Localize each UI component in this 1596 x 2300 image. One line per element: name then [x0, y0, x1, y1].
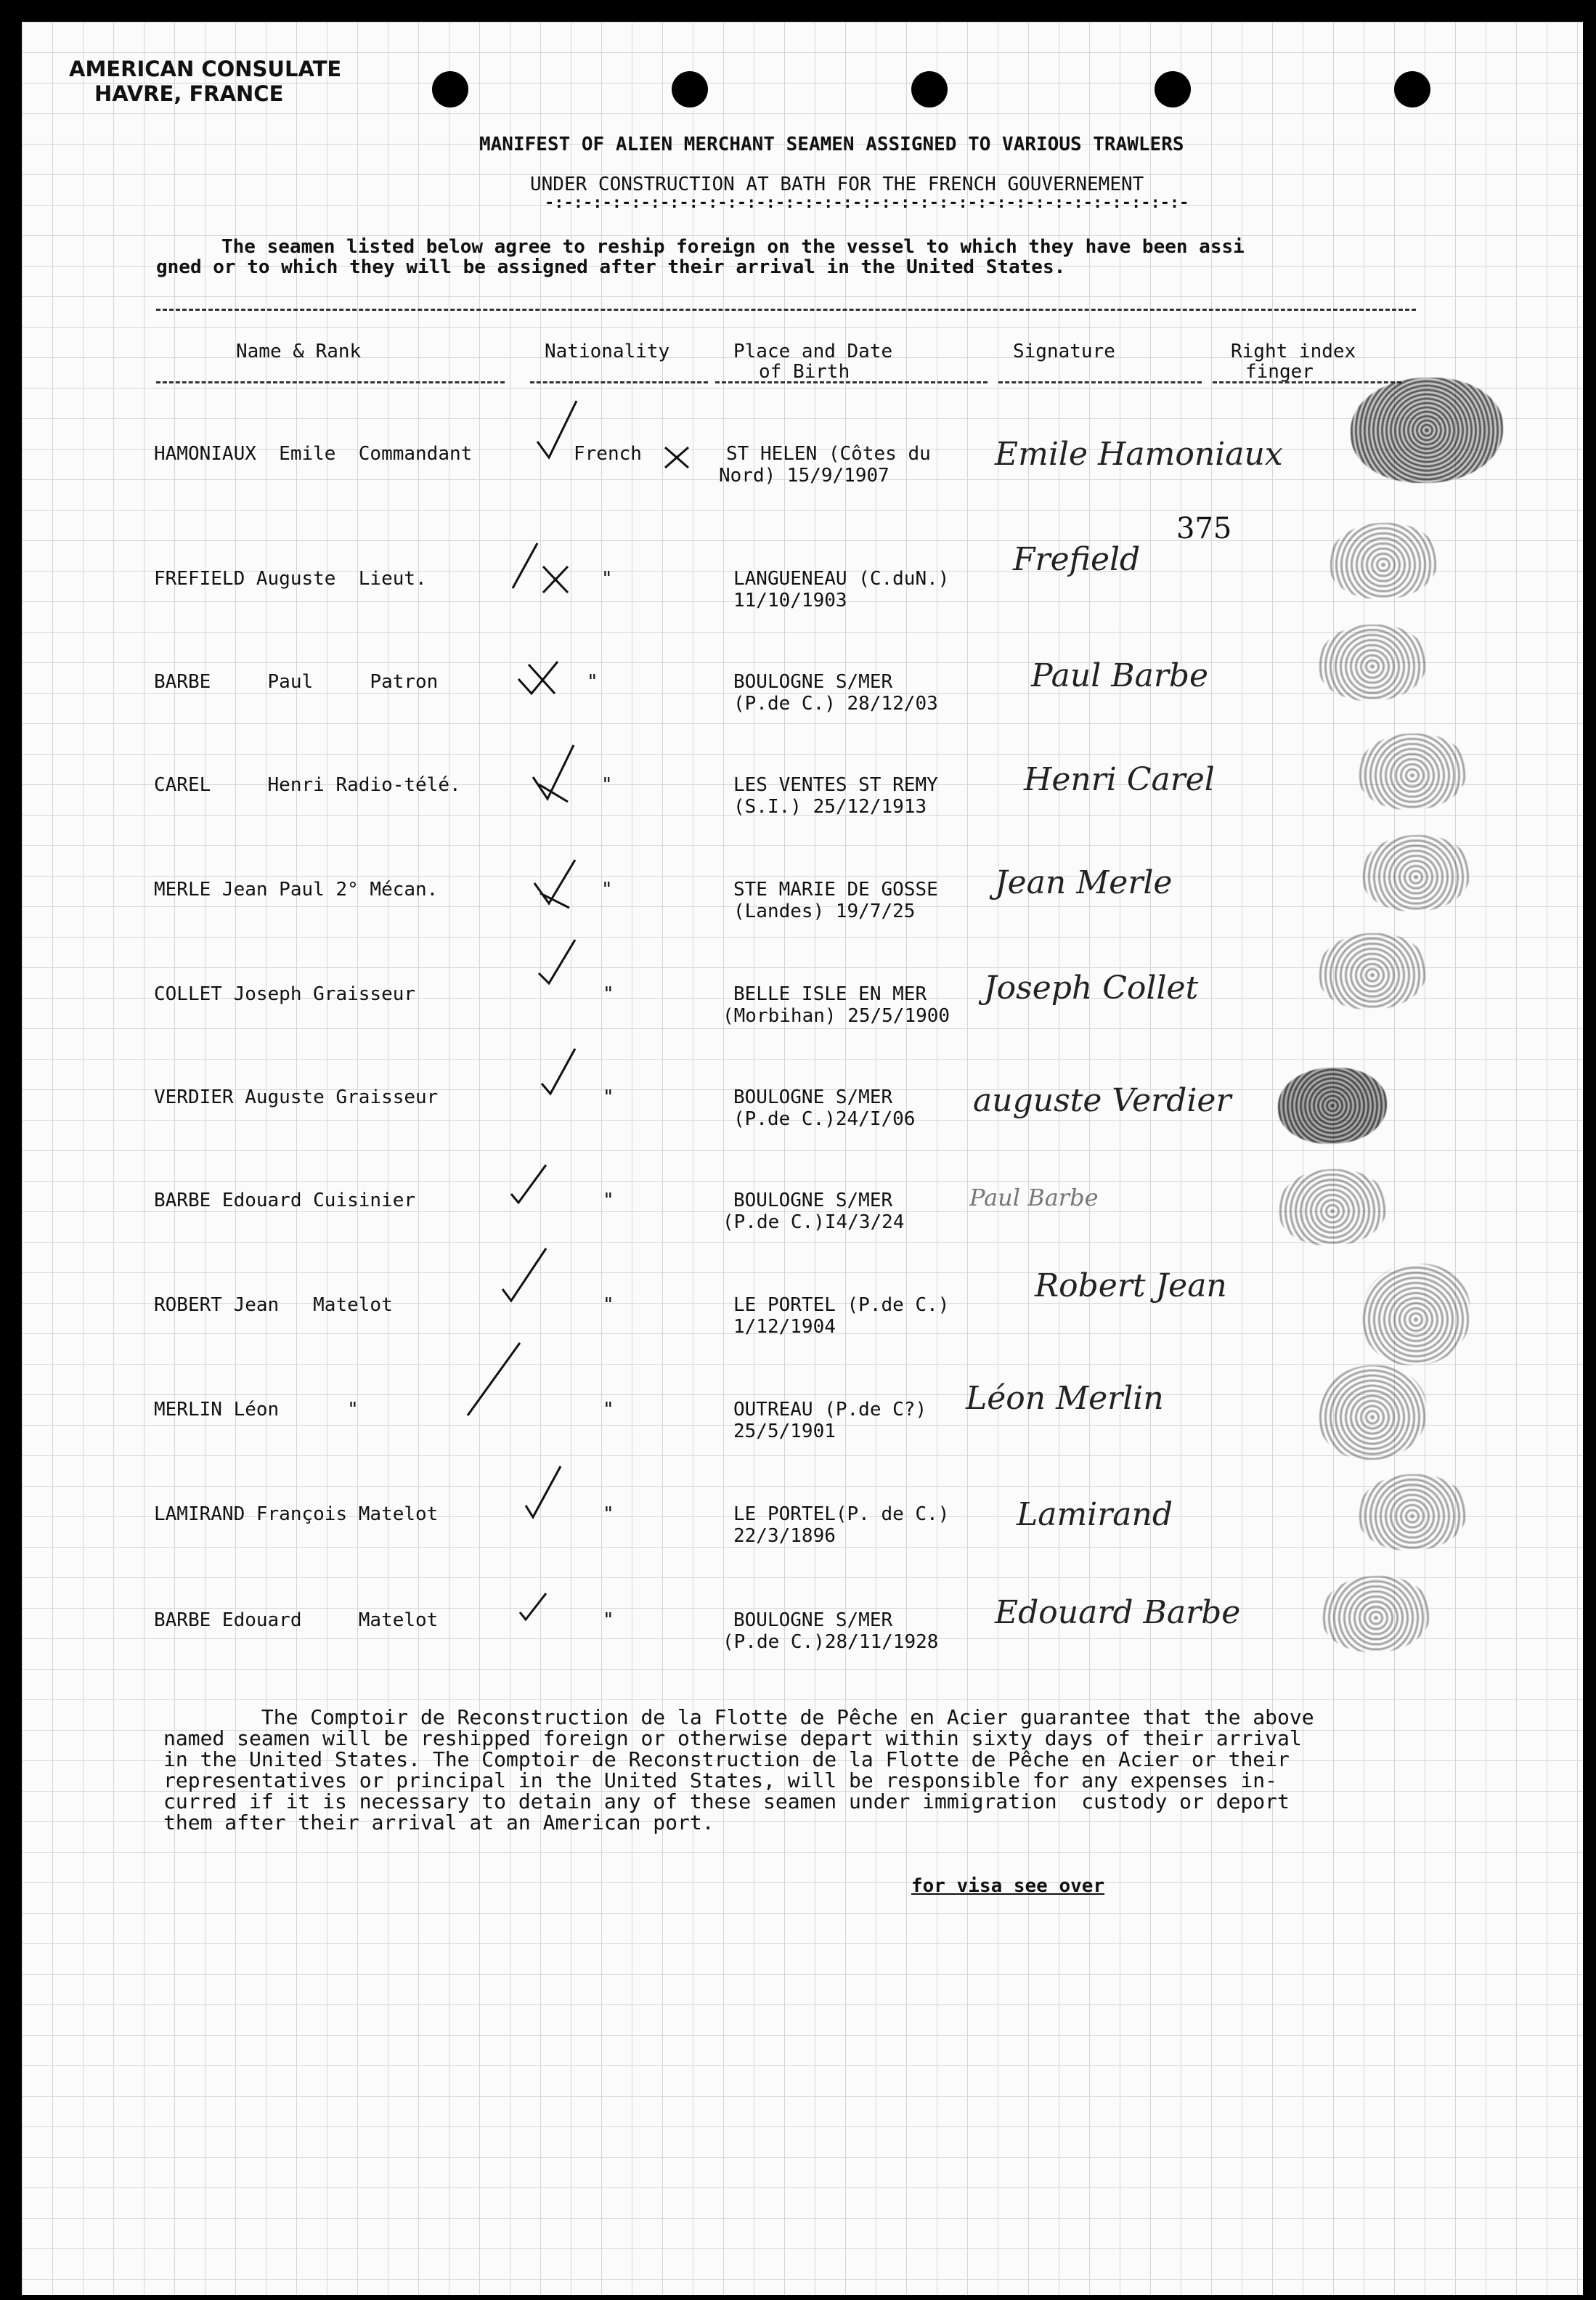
seaman-name-rank: VERDIER Auguste Graisseur [154, 1086, 439, 1108]
punch-hole [911, 71, 948, 107]
col-header-nationality: Nationality [545, 341, 670, 362]
seaman-nationality: " [603, 983, 614, 1005]
checkmark-icon [508, 1162, 552, 1206]
seaman-nationality: " [603, 1503, 614, 1525]
punch-hole [1394, 71, 1430, 107]
seaman-birth-place: BOULOGNE S/MER [733, 671, 893, 693]
checkmark-icon [523, 1463, 566, 1521]
seaman-birth-date: (Morbihan) 25/5/1900 [722, 1005, 950, 1027]
guarantee-line: representatives or principal in the United States, will be responsible for any expenses in- [163, 1768, 1278, 1792]
seaman-signature: Lamirand [1017, 1496, 1173, 1533]
seaman-birth-date: 11/10/1903 [733, 590, 847, 611]
seaman-nationality: " [603, 1190, 614, 1211]
seaman-birth-date: (P.de C.)I4/3/24 [722, 1211, 905, 1233]
seaman-signature: Paul Barbe [1031, 657, 1209, 694]
checkmark-icon [500, 1246, 550, 1304]
seaman-name-rank: BARBE Paul Patron [154, 671, 439, 693]
guarantee-line: in the United States. The Comptoir de Reconstruction de la Flotte de Pêche en Acier or their [163, 1747, 1290, 1771]
seaman-birth-date: 25/5/1901 [733, 1421, 836, 1442]
seaman-birth-date: (P.de C.) 28/12/03 [733, 693, 938, 715]
seaman-signature: Henri Carel [1024, 761, 1215, 798]
seaman-signature: Robert Jean [1035, 1267, 1227, 1304]
seaman-name-rank: LAMIRAND François Matelot [154, 1503, 439, 1525]
document-subtitle: UNDER CONSTRUCTION AT BATH FOR THE FRENCH GOUVERNEMENT [530, 174, 1144, 195]
guarantee-line: named seamen will be reshipped foreign or otherwise depart within sixty days of their arrival [163, 1726, 1302, 1750]
guarantee-line: them after their arrival at an American port. [163, 1811, 714, 1834]
header-underline [530, 381, 708, 383]
seaman-birth-place: BOULOGNE S/MER [733, 1190, 893, 1211]
seaman-name-rank: BARBE Edouard Cuisinier [154, 1190, 416, 1211]
seaman-signature: Joseph Collet [984, 970, 1199, 1007]
seaman-birth-place: ST HELEN (Côtes du [726, 443, 931, 465]
seaman-signature: Emile Hamoniaux [995, 436, 1283, 473]
header-underline [1213, 381, 1401, 383]
visa-note: for visa see over [911, 1875, 1105, 1897]
cross-check-icon [530, 857, 581, 911]
cross-check-icon [514, 657, 565, 701]
seaman-signature: Jean Merle [995, 864, 1173, 901]
seaman-signature: auguste Verdier [973, 1082, 1231, 1119]
seaman-nationality: " [601, 774, 613, 796]
col-header-birth-1: Place and Date [733, 341, 893, 362]
seaman-signature: Léon Merlin [966, 1380, 1164, 1417]
divider [156, 309, 1416, 311]
seaman-birth-place: BOULOGNE S/MER [733, 1609, 893, 1631]
seaman-birth-place: LE PORTEL(P. de C.) [733, 1503, 950, 1525]
seaman-nationality: " [603, 1399, 614, 1421]
checkmark-icon [517, 1590, 550, 1623]
cross-mark-icon [662, 444, 691, 471]
seaman-birth-date: Nord) 15/9/1907 [719, 465, 889, 487]
seaman-name-rank: MERLE Jean Paul 2° Mécan. [154, 879, 439, 901]
checkmark-icon [536, 937, 579, 988]
checkmark-icon [539, 1046, 579, 1097]
col-header-finger-1: Right index [1231, 341, 1356, 362]
fingerprint [1329, 523, 1438, 599]
seaman-birth-place: BOULOGNE S/MER [733, 1086, 893, 1108]
seaman-name-rank: CAREL Henri Radio-télé. [154, 774, 461, 796]
cross-check-icon [529, 741, 579, 806]
punch-hole [672, 71, 708, 107]
fingerprint [1358, 734, 1467, 810]
seaman-birth-date: (S.I.) 25/12/1913 [733, 796, 927, 818]
header-underline [156, 381, 505, 383]
seaman-name-rank: FREFIELD Auguste Lieut. [154, 568, 427, 590]
title-ornament: -:-:-:-:-:-:-:-:-:-:-:-:-:-:-:-:-:-:-:-:-:-:-:-:-:-:-:-:-:-:-:-:-:- [545, 194, 1189, 212]
seaman-birth-date: (P.de C.)28/11/1928 [722, 1631, 939, 1653]
seaman-name-rank: COLLET Joseph Graisseur [154, 983, 416, 1005]
seaman-birth-place: STE MARIE DE GOSSE [733, 879, 938, 901]
seaman-nationality: " [603, 1609, 614, 1631]
checkmark-icon [536, 398, 579, 463]
fingerprint [1278, 1068, 1387, 1144]
fingerprint [1361, 1264, 1470, 1365]
header-underline [998, 381, 1202, 383]
punch-hole [1155, 71, 1191, 107]
seaman-birth-date: 1/12/1904 [733, 1316, 836, 1338]
col-header-name: Name & Rank [236, 341, 362, 362]
seaman-signature: Frefield [1013, 541, 1141, 578]
cross-check-icon [508, 537, 588, 596]
seaman-signature: Edouard Barbe [995, 1594, 1241, 1631]
seaman-signature: Paul Barbe [969, 1184, 1099, 1211]
seaman-nationality: " [601, 879, 613, 901]
seaman-birth-place: BELLE ISLE EN MER [733, 983, 927, 1005]
fingerprint [1318, 1365, 1427, 1460]
col-header-birth-2: of Birth [759, 361, 850, 383]
col-header-signature: Signature [1013, 341, 1115, 362]
header-underline [715, 381, 988, 383]
fingerprint [1351, 378, 1503, 483]
fingerprint [1358, 1474, 1467, 1551]
consulate-stamp [69, 57, 341, 106]
fingerprint [1361, 835, 1470, 911]
checkmark-icon [465, 1340, 523, 1420]
seaman-nationality: " [601, 568, 613, 590]
seaman-name-rank: ROBERT Jean Matelot [154, 1294, 393, 1316]
seaman-birth-place: LES VENTES ST REMY [733, 774, 938, 796]
guarantee-line: curred if it is necessary to detain any of these seamen under immigration custody or deport [163, 1789, 1290, 1813]
page-number: 375 [1176, 512, 1232, 545]
seaman-birth-date: (Landes) 19/7/25 [733, 901, 916, 922]
intro-line-1: The seamen listed below agree to reship foreign on the vessel to which they have been assi [221, 236, 1245, 258]
seaman-birth-place: LANGUENEAU (C.duN.) [733, 568, 950, 590]
punch-hole [432, 71, 468, 107]
seaman-name-rank: HAMONIAUX Emile Commandant [154, 443, 473, 465]
seaman-nationality: French [574, 443, 642, 465]
seaman-nationality: " [603, 1086, 614, 1108]
fingerprint [1318, 933, 1427, 1009]
seaman-birth-date: (P.de C.)24/I/06 [733, 1108, 916, 1130]
col-header-finger-2: finger [1245, 361, 1314, 383]
seaman-birth-place: LE PORTEL (P.de C.) [733, 1294, 950, 1316]
guarantee-line: The Comptoir de Reconstruction de la Flotte de Pêche en Acier guarantee that the above [163, 1705, 1314, 1729]
seaman-name-rank: MERLIN Léon " [154, 1399, 359, 1421]
seaman-nationality: " [587, 671, 598, 693]
document-title: MANIFEST OF ALIEN MERCHANT SEAMEN ASSIGNED TO VARIOUS TRAWLERS [479, 134, 1184, 155]
fingerprint [1322, 1576, 1430, 1652]
seaman-birth-date: 22/3/1896 [733, 1525, 836, 1547]
fingerprint [1318, 625, 1427, 701]
seaman-name-rank: BARBE Edouard Matelot [154, 1609, 439, 1631]
fingerprint [1278, 1169, 1387, 1246]
seaman-birth-place: OUTREAU (P.de C?) [733, 1399, 927, 1421]
seaman-nationality: " [603, 1294, 614, 1316]
stamp-line-1: AMERICAN CONSULATE [69, 57, 342, 81]
intro-line-2: gned or to which they will be assigned after their arrival in the United States. [156, 256, 1066, 278]
stamp-line-2: HAVRE, FRANCE [94, 81, 284, 106]
